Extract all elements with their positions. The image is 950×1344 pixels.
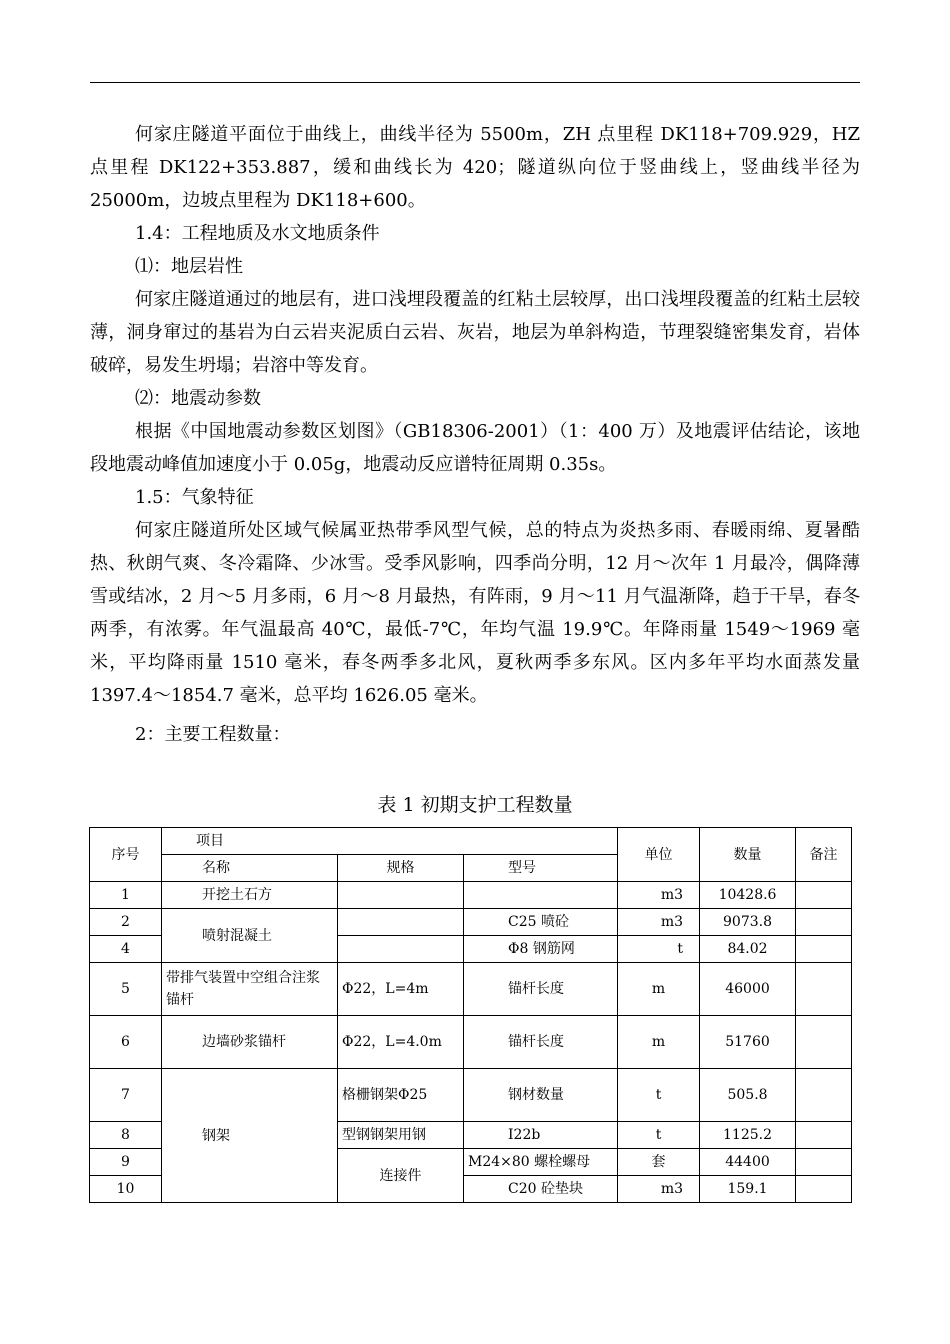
cell-model: 钢材数量	[464, 1069, 618, 1122]
paragraph-climate: 何家庄隧道所处区域气候属亚热带季风型气候，总的特点为炎热多雨、春暖雨绵、夏暑酷热、秋朗气爽、冬冷霜降、少冰雪。受季风影响，四季尚分明，12 月～次年 1 月最冷，偶降薄雪或结冰，2 月～5 月多雨，6 月～8 月最热，有阵雨，9 月～11 月气温渐降，趋于干旱，春冬两季，有浓雾。年气温最高 40℃，最低-7℃，年均气温 19.9℃。年降雨量 1549～1969 毫米，平均降雨量 1510 毫米，春冬两季多北风，夏秋两季多东风。区内多年平均水面蒸发量 1397.4～1854.7 毫米，总平均 1626.05 毫米。	[90, 520, 860, 706]
cell-seq: 10	[90, 1176, 162, 1203]
cell-unit: 套	[618, 1149, 700, 1176]
cell-seq: 1	[90, 882, 162, 909]
cell-qty: 44400	[700, 1149, 796, 1176]
cell-qty: 84.02	[700, 936, 796, 963]
table-row	[90, 1016, 852, 1069]
cell-note	[796, 1176, 852, 1203]
cell-seq: 9	[90, 1149, 162, 1176]
cell-name: 钢架	[162, 1069, 338, 1203]
heading-strata: ⑴：地层岩性	[135, 256, 243, 277]
paragraph-seismic: 根据《中国地震动参数区划图》（GB18306-2001）（1：400 万）及地震评估结论，该地段地震动峰值加速度小于 0.05g，地震动反应谱特征周期 0.35s。	[90, 421, 860, 475]
paragraph-alignment: 何家庄隧道平面位于曲线上，曲线半径为 5500m，ZH 点里程 DK118+709.929，HZ 点里程 DK122+353.887，缓和曲线长为 420；隧道纵向位于竖曲线上，竖曲线半径为 25000m，边坡点里程为 DK118+600。	[90, 124, 860, 211]
cell-model: C20 砼垫块	[464, 1176, 618, 1203]
cell-model: C25 喷砼	[464, 909, 618, 936]
cell-unit: m3	[618, 882, 700, 909]
cell-model: 锚杆长度	[464, 1016, 618, 1069]
heading-climate: 1.5：气象特征	[135, 487, 254, 508]
cell-model: I22b	[464, 1122, 618, 1149]
table-caption: 表 1 初期支护工程数量	[377, 794, 573, 816]
cell-name: 喷射混凝土	[162, 909, 338, 963]
cell-note	[796, 882, 852, 909]
cell-unit: t	[618, 1069, 700, 1122]
header-seq: 序号	[90, 828, 162, 882]
cell-seq: 8	[90, 1122, 162, 1149]
cell-model: M24×80 螺栓螺母	[464, 1149, 618, 1176]
header-unit: 单位	[618, 828, 700, 882]
body-text	[90, 118, 860, 751]
cell-spec	[338, 882, 464, 909]
cell-unit: t	[618, 936, 700, 963]
cell-qty: 505.8	[700, 1069, 796, 1122]
cell-seq: 4	[90, 936, 162, 963]
cell-name: 带排气装置中空组合注浆锚杆	[162, 963, 338, 1016]
cell-unit: m3	[618, 1176, 700, 1203]
paragraph-strata: 何家庄隧道通过的地层有，进口浅埋段覆盖的红粘土层较厚，出口浅埋段覆盖的红粘土层较薄，洞身窜过的基岩为白云岩夹泥质白云岩、灰岩，地层为单斜构造，节理裂缝密集发育，岩体破碎，易发生坍塌；岩溶中等发育。	[90, 289, 860, 376]
cell-note	[796, 936, 852, 963]
header-rule	[90, 82, 860, 83]
cell-note	[796, 1016, 852, 1069]
cell-qty: 9073.8	[700, 909, 796, 936]
cell-note	[796, 1149, 852, 1176]
table-row	[90, 1069, 852, 1122]
cell-seq: 5	[90, 963, 162, 1016]
cell-qty: 10428.6	[700, 882, 796, 909]
cell-model: Φ8 钢筋网	[464, 936, 618, 963]
cell-model: 锚杆长度	[464, 963, 618, 1016]
header-note: 备注	[796, 828, 852, 882]
cell-note	[796, 1069, 852, 1122]
cell-note	[796, 909, 852, 936]
cell-spec: 格栅钢架Φ25	[338, 1069, 464, 1122]
cell-qty: 159.1	[700, 1176, 796, 1203]
heading-quantities: 2：主要工程数量：	[135, 724, 291, 745]
cell-qty: 46000	[700, 963, 796, 1016]
header-model: 型号	[464, 855, 618, 882]
table-row	[90, 963, 852, 1016]
table-row	[90, 882, 852, 909]
header-spec: 规格	[338, 855, 464, 882]
header-item: 项目	[162, 828, 618, 855]
cell-note	[796, 963, 852, 1016]
cell-unit: m	[618, 1016, 700, 1069]
header-qty: 数量	[700, 828, 796, 882]
cell-name: 边墙砂浆锚杆	[162, 1016, 338, 1069]
cell-unit: t	[618, 1122, 700, 1149]
support-quantity-table	[89, 827, 852, 1203]
cell-spec: 连接件	[338, 1149, 464, 1203]
cell-spec: 型钢钢架用钢	[338, 1122, 464, 1149]
header-name: 名称	[162, 855, 338, 882]
cell-unit: m	[618, 963, 700, 1016]
cell-qty: 1125.2	[700, 1122, 796, 1149]
cell-name: 开挖土石方	[162, 882, 338, 909]
cell-note	[796, 1122, 852, 1149]
cell-spec: Φ22，L=4m	[338, 963, 464, 1016]
heading-geology: 1.4：工程地质及水文地质条件	[135, 223, 380, 244]
table-row	[90, 909, 852, 936]
cell-seq: 6	[90, 1016, 162, 1069]
cell-spec	[338, 909, 464, 936]
heading-seismic: ⑵：地震动参数	[135, 388, 261, 409]
cell-seq: 2	[90, 909, 162, 936]
cell-unit: m3	[618, 909, 700, 936]
table-header-row	[90, 828, 852, 855]
cell-model	[464, 882, 618, 909]
cell-qty: 51760	[700, 1016, 796, 1069]
cell-seq: 7	[90, 1069, 162, 1122]
cell-spec: Φ22，L=4.0m	[338, 1016, 464, 1069]
cell-spec	[338, 936, 464, 963]
